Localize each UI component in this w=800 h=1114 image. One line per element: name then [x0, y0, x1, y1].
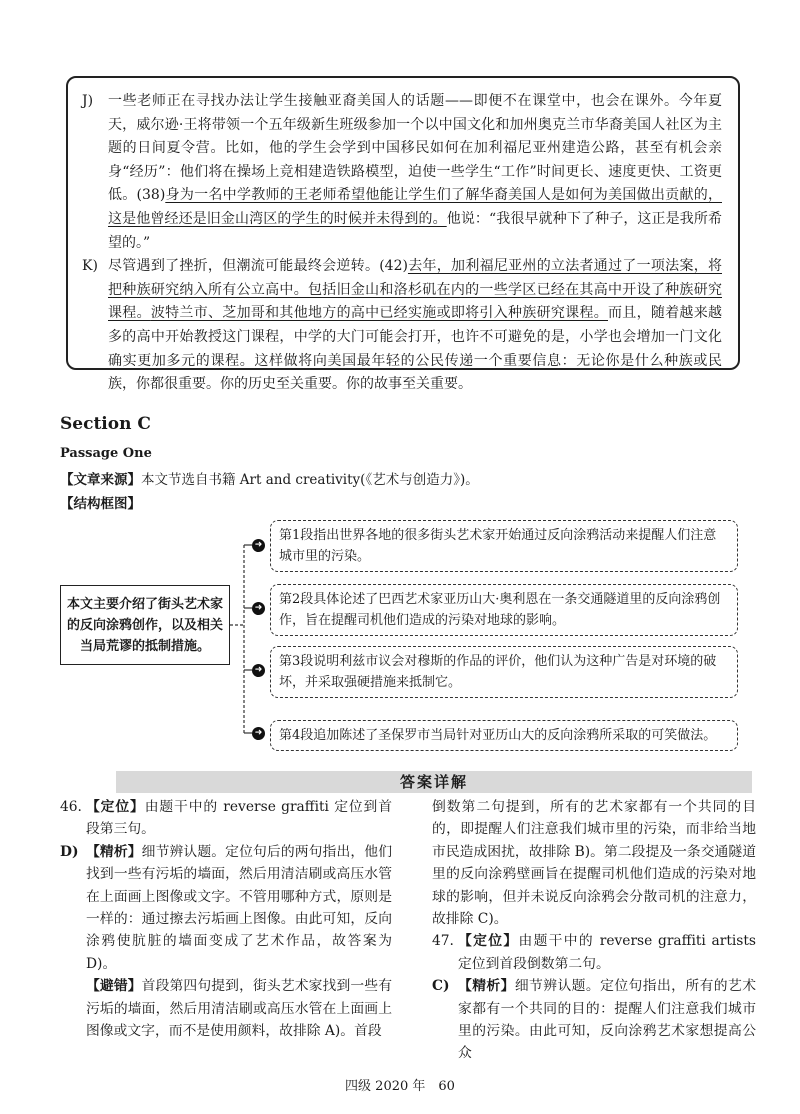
analysis-label: 【精析】: [458, 978, 515, 995]
locate-label: 【定位】: [86, 799, 145, 815]
answers-right-column: [432, 796, 756, 930]
analysis-label: 【精析】: [86, 843, 142, 860]
question-number: 46.: [60, 799, 82, 815]
page-footer: 四级 2020 年 60: [345, 1079, 455, 1094]
framework-label: 【结构框图】: [60, 496, 141, 512]
diagram-item-1: 第1段指出世界各地的很多街头艺术家开始通过反向涂鸦活动来提醒人们注意城市里的污染。: [270, 520, 738, 572]
answer-47-locate: [432, 930, 756, 975]
paragraph-j: [82, 90, 722, 255]
passage-title: Passage One: [60, 446, 152, 461]
answer-46-analysis: [60, 841, 392, 975]
diagram-item-2: 第2段具体论述了巴西艺术家亚历山大·奥利恩在一条交通隧道里的反向涂鸦创作，旨在提醒司机他们造成的污染对地球的影响。: [270, 584, 738, 636]
paragraph-text: 一些老师正在寻找办法让学生接触亚裔美国人的话题——即便不在课堂中，也会在课外。今年夏天，威尔逊·王将带领一个五年级新生班级参加一个以中国文化和加州奥克兰市华裔美国人社区为主题的日间夏令营。比如，他的学生会学到中国移民如何在加利福尼亚州建造公路，甚至有机会亲身“经历”：他们将在操场上竞相建造铁路模型，迫使一些学生“工作”时间更长、速度更快、工资更低。(38): [108, 93, 722, 204]
arrow-right-icon: ➜: [252, 664, 265, 677]
arrow-right-icon: ➜: [252, 602, 265, 615]
diagram-main-box: 本文主要介绍了街头艺术家的反向涂鸦创作，以及相关当局荒谬的抵制措施。: [60, 585, 230, 665]
paragraph-tag: K): [82, 258, 98, 275]
underlined-sentence: 波特兰市、芝加哥和其他地方的高中已经实施或即将引入种族研究课程。: [150, 305, 608, 322]
paragraph-tag: J): [82, 93, 94, 109]
avoid-label: 【避错】: [86, 978, 142, 995]
analysis-text: 细节辨认题。定位句指出，所有的艺术家都有一个共同的目的：提醒人们注意我们城市里的污染。由此可知，反向涂鸦艺术家想提高公众: [458, 978, 757, 1062]
paragraph-k: [82, 255, 722, 397]
paragraph-text: 尽管遇到了挫折，但潮流可能最终会逆转。(42): [108, 258, 408, 275]
answer-46-locate: [60, 796, 392, 841]
source-line: [60, 468, 479, 488]
diagram-item-3: 第3段说明利兹市议会对穆斯的作品的评价，他们认为这种广告是对环境的破坏，并采取强硬措施来抵制它。: [270, 646, 738, 698]
answer-letter: C): [432, 978, 450, 995]
source-text: 本文节选自书籍 Art and creativity(《艺术与创造力》)。: [141, 472, 479, 488]
passage-box: [66, 76, 740, 393]
arrow-right-icon: ➜: [252, 727, 265, 740]
avoid-text-continued: 倒数第二句提到，所有的艺术家都有一个共同的目的，即提醒人们注意我们城市里的污染，而非给当地市民造成困扰，故排除 B)。第二段提及一条交通隧道里的反向涂鸦壁画旨在提醒司机他们造成的污染对地球的影响，但并未说反向涂鸦会分散司机的注意力，故排除 C)。: [432, 799, 756, 928]
answers-right-lower: [432, 930, 756, 1064]
underlined-sentence: 包括旧金山和洛杉矶在内的一些学区已经在其高中开设了种族研究课程。: [108, 281, 722, 322]
diagram-item-4: 第4段追加陈述了圣保罗市当局针对亚历山大的反向涂鸦所采取的可笑做法。: [270, 720, 738, 751]
underlined-sentence: 身为一名中学教师的王老师希望他能让学生们了解华裔美国人是如何为美国做出贡献的，这是他曾经还是旧金山湾区的学生的时候并未得到的。: [108, 187, 722, 227]
answer-letter: D): [60, 843, 79, 860]
avoid-text: 首段第四句提到，街头艺术家找到一些有污垢的墙面，然后用清洁刷或高压水管在上面画上图像或文字，而不是使用颜料，故排除 A)。首段: [86, 978, 393, 1040]
locate-text: 由题干中的 reverse graffiti artists 定位到首段倒数第二句。: [458, 933, 756, 972]
source-label: 【文章来源】: [60, 472, 141, 488]
arrow-right-icon: ➜: [252, 539, 265, 552]
answer-46-avoid-errors: [60, 975, 392, 1042]
section-title: Section C: [60, 414, 151, 434]
paragraph-text: 他说：“我很早就种下了种子，这正是我所希望的。”: [108, 210, 722, 251]
paragraph-text: 而且，随着越来越多的高中开始教授这门课程，中学的大门可能会打开，也许不可避免的是，小学也会增加一门文化确实更加多元的课程。这样做将向美国最年轻的公民传递一个重要信息：无论你是什么种族或民族，你都很重要。你的历史至关重要。你的故事至关重要。: [108, 305, 722, 393]
locate-label: 【定位】: [458, 933, 519, 950]
answers-left-column: [60, 796, 392, 1042]
underlined-sentence: 去年，加利福尼亚州的立法者通过了一项法案，将把种族研究纳入所有公立高中。: [108, 258, 722, 298]
answers-header: 答案详解: [116, 771, 752, 793]
locate-text: 由题干中的 reverse graffiti 定位到首段第三句。: [86, 799, 393, 838]
question-number: 47.: [432, 933, 454, 950]
answer-47-analysis: [432, 975, 756, 1065]
analysis-text: 细节辨认题。定位句后的两句指出，他们找到一些有污垢的墙面，然后用清洁刷或高压水管在上面画上图像或文字。不管用哪种方式，原则是一样的：通过擦去污垢画上图像。由此可知，反向涂鸦使肮脏的墙面变成了艺术作品，故答案为 D)。: [86, 843, 393, 972]
